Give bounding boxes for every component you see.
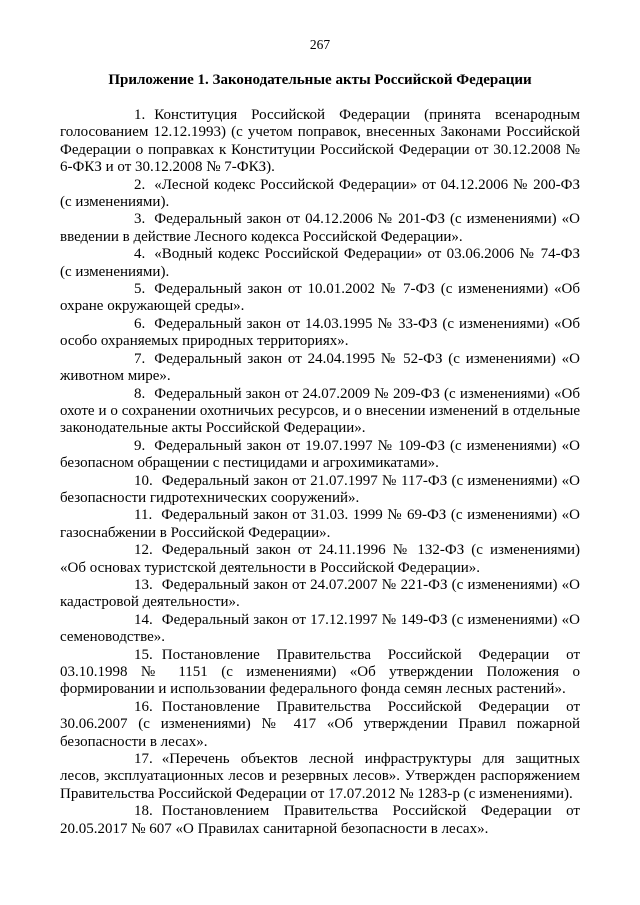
list-item [60, 647, 580, 699]
item-text: «Лесной кодекс Российской Федерации» от 04.12.2006 № 200-ФЗ (с изменениями). [60, 176, 580, 211]
item-number: 6. [134, 315, 146, 332]
list-item [60, 751, 580, 803]
list-item [60, 351, 580, 386]
list-item [60, 803, 580, 838]
list-item [60, 246, 580, 281]
item-number: 8. [134, 385, 146, 402]
page-title: Приложение 1. Законодательные акты Российской Федерации [108, 72, 532, 88]
item-text: Федеральный закон от 10.01.2002 № 7-ФЗ (с изменениями) «Об охране окружающей среды». [60, 281, 580, 315]
item-number: 14. [134, 611, 153, 628]
item-number: 18. [134, 803, 153, 820]
item-text: Конституция Российской Федерации (принята всенародным голосованием 12.12.1993) (с учетом поправок, внесенных Законами Российской Федерации о поправках к Конституции Российской Федерации от 30.12.2008 № 6-ФКЗ и от 30.12.2008 № 7-ФКЗ). [60, 107, 580, 176]
item-text: Федеральный закон от 24.11.1996 № 132-ФЗ (с изменениями) «Об основах туристской деятельности в Российской Федерации». [60, 542, 580, 576]
item-text: Федеральный закон от 19.07.1997 № 109-ФЗ (с изменениями) «О безопасном обращении с пестицидами и агрохимикатами». [60, 437, 580, 472]
list-item [60, 211, 580, 246]
item-number: 15. [134, 646, 153, 663]
item-number: 3. [134, 211, 146, 228]
item-number: 7. [134, 350, 146, 367]
item-number: 16. [134, 698, 153, 715]
legislation-list [60, 107, 580, 838]
item-text: Федеральный закон от 24.04.1995 № 52-ФЗ (с изменениями) «О животном мире». [60, 350, 580, 385]
list-item [60, 386, 580, 438]
item-text: Постановлением Правительства Российской Федерации от 20.05.2017 № 607 «О Правилах санитарной безопасности в лесах». [60, 803, 580, 837]
item-text: Федеральный закон от 04.12.2006 № 201-ФЗ (с изменениями) «О введении в действие Лесного кодекса Российской Федерации». [60, 211, 580, 245]
item-number: 13. [134, 576, 153, 593]
list-item [60, 612, 580, 647]
list-item [60, 577, 580, 612]
item-number: 5. [134, 281, 146, 298]
item-number: 17. [134, 751, 153, 768]
item-text: «Водный кодекс Российской Федерации» от 03.06.2006 № 74-ФЗ (с изменениями). [60, 246, 580, 280]
item-number: 12. [134, 542, 153, 559]
list-item [60, 542, 580, 577]
item-number: 11. [134, 507, 153, 524]
list-item [60, 177, 580, 212]
item-text: Федеральный закон от 24.07.2007 № 221-ФЗ (с изменениями) «О кадастровой деятельности». [60, 576, 580, 611]
item-text: Постановление Правительства Российской Федерации от 03.10.1998 № 1151 (с изменениями) «Об утверждении Положения о формировании и использовании федерального фонда семян лесных растений». [60, 646, 580, 698]
list-item [60, 699, 580, 751]
item-number: 4. [134, 246, 146, 263]
item-number: 9. [134, 437, 146, 454]
list-item [60, 316, 580, 351]
list-item [60, 438, 580, 473]
list-item [60, 281, 580, 316]
item-text: «Перечень объектов лесной инфраструктуры для защитных лесов, эксплуатационных лесов и резервных лесов». Утвержден распоряжением Правительства Российской Федерации от 17.07.2012 № 1283-р (с изменениями). [60, 751, 580, 802]
item-text: Федеральный закон от 14.03.1995 № 33-ФЗ (с изменениями) «Об особо охраняемых природных территориях». [60, 315, 580, 350]
item-text: Федеральный закон от 21.07.1997 № 117-ФЗ (с изменениями) «О безопасности гидротехнических сооружений». [60, 472, 580, 506]
item-text: Федеральный закон от 31.03. 1999 № 69-ФЗ (с изменениями) «О газоснабжении в Российской Федерации». [60, 507, 580, 541]
list-item [60, 507, 580, 542]
list-item [60, 473, 580, 508]
item-text: Федеральный закон от 17.12.1997 № 149-ФЗ (с изменениями) «О семеноводстве». [60, 611, 580, 646]
page-number: 267 [309, 37, 331, 52]
item-number: 10. [134, 472, 153, 489]
item-number: 2. [134, 176, 146, 193]
item-number: 1. [134, 107, 146, 123]
item-text: Постановление Правительства Российской Федерации от 30.06.2007 (с изменениями) № 417 «Об утверждении Правил пожарной безопасности в лесах». [60, 698, 580, 750]
item-text: Федеральный закон от 24.07.2009 № 209-ФЗ (с изменениями) «Об охоте и о сохранении охотничьих ресурсов, и о внесении изменений в отдельные законодательные акты Российской Федерации». [60, 385, 580, 437]
list-item [60, 107, 580, 177]
